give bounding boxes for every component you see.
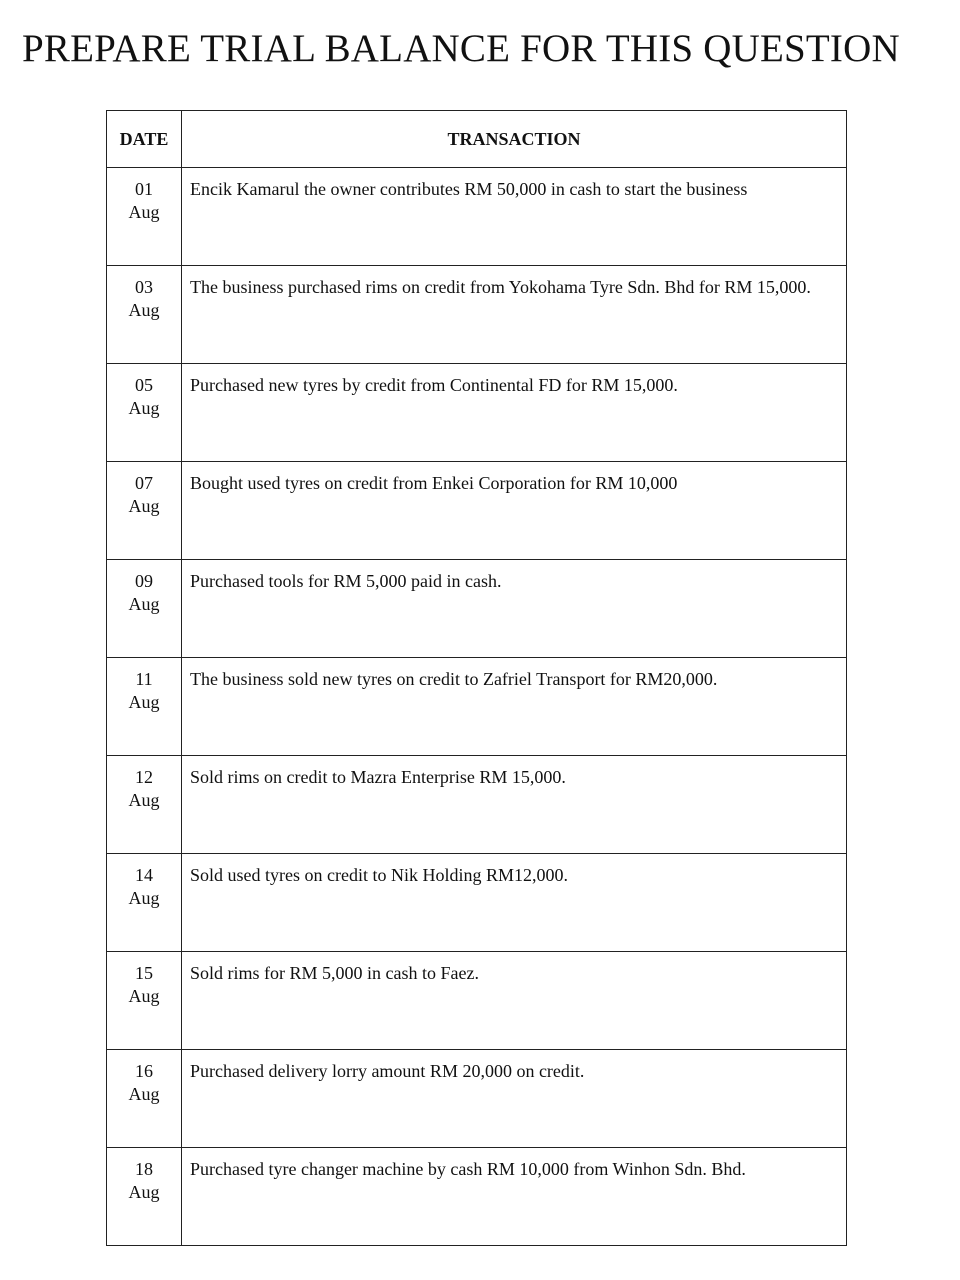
date-cell <box>107 658 182 756</box>
transaction-cell: Purchased delivery lorry amount RM 20,000 on credit. <box>182 1050 847 1148</box>
table-row <box>107 952 847 1050</box>
date-day: 15 <box>135 963 153 983</box>
date-cell <box>107 266 182 364</box>
date-month: Aug <box>128 986 160 1006</box>
date-cell <box>107 364 182 462</box>
date-day: 16 <box>135 1061 153 1081</box>
transaction-cell: Bought used tyres on credit from Enkei Corporation for RM 10,000 <box>182 462 847 560</box>
table-row <box>107 756 847 854</box>
table-row <box>107 1050 847 1148</box>
date-day: 01 <box>135 179 153 199</box>
table-row <box>107 560 847 658</box>
date-month: Aug <box>128 1084 160 1104</box>
date-month: Aug <box>128 692 160 712</box>
date-month: Aug <box>128 1182 160 1202</box>
date-cell <box>107 1148 182 1246</box>
table-row <box>107 658 847 756</box>
table-row <box>107 462 847 560</box>
transaction-cell: The business purchased rims on credit from Yokohama Tyre Sdn. Bhd for RM 15,000. <box>182 266 847 364</box>
date-cell <box>107 1050 182 1148</box>
page-title: PREPARE TRIAL BALANCE FOR THIS QUESTION <box>22 27 900 70</box>
column-header-date: DATE <box>107 111 182 168</box>
transaction-cell: Purchased tools for RM 5,000 paid in cash. <box>182 560 847 658</box>
date-cell <box>107 854 182 952</box>
date-month: Aug <box>128 594 160 614</box>
date-month: Aug <box>128 300 160 320</box>
date-month: Aug <box>128 202 160 222</box>
column-header-transaction: TRANSACTION <box>182 111 847 168</box>
date-day: 18 <box>135 1159 153 1179</box>
date-day: 12 <box>135 767 153 787</box>
transaction-cell: Purchased new tyres by credit from Continental FD for RM 15,000. <box>182 364 847 462</box>
table-row <box>107 1148 847 1246</box>
table-header-row <box>107 111 847 168</box>
transaction-cell: Purchased tyre changer machine by cash RM 10,000 from Winhon Sdn. Bhd. <box>182 1148 847 1246</box>
date-cell <box>107 462 182 560</box>
date-month: Aug <box>128 398 160 418</box>
table-row <box>107 266 847 364</box>
date-cell <box>107 168 182 266</box>
date-day: 07 <box>135 473 153 493</box>
table-row <box>107 364 847 462</box>
date-day: 11 <box>135 669 153 689</box>
transaction-cell: Sold rims for RM 5,000 in cash to Faez. <box>182 952 847 1050</box>
date-day: 09 <box>135 571 153 591</box>
date-cell <box>107 560 182 658</box>
transaction-cell: Encik Kamarul the owner contributes RM 50,000 in cash to start the business <box>182 168 847 266</box>
transaction-cell: Sold used tyres on credit to Nik Holding RM12,000. <box>182 854 847 952</box>
table-row <box>107 854 847 952</box>
date-cell <box>107 756 182 854</box>
date-day: 14 <box>135 865 153 885</box>
date-cell <box>107 952 182 1050</box>
date-day: 03 <box>135 277 153 297</box>
date-month: Aug <box>128 790 160 810</box>
transaction-cell: The business sold new tyres on credit to Zafriel Transport for RM20,000. <box>182 658 847 756</box>
transaction-table <box>106 110 847 1246</box>
date-month: Aug <box>128 496 160 516</box>
transaction-cell: Sold rims on credit to Mazra Enterprise RM 15,000. <box>182 756 847 854</box>
date-month: Aug <box>128 888 160 908</box>
date-day: 05 <box>135 375 153 395</box>
table-row <box>107 168 847 266</box>
